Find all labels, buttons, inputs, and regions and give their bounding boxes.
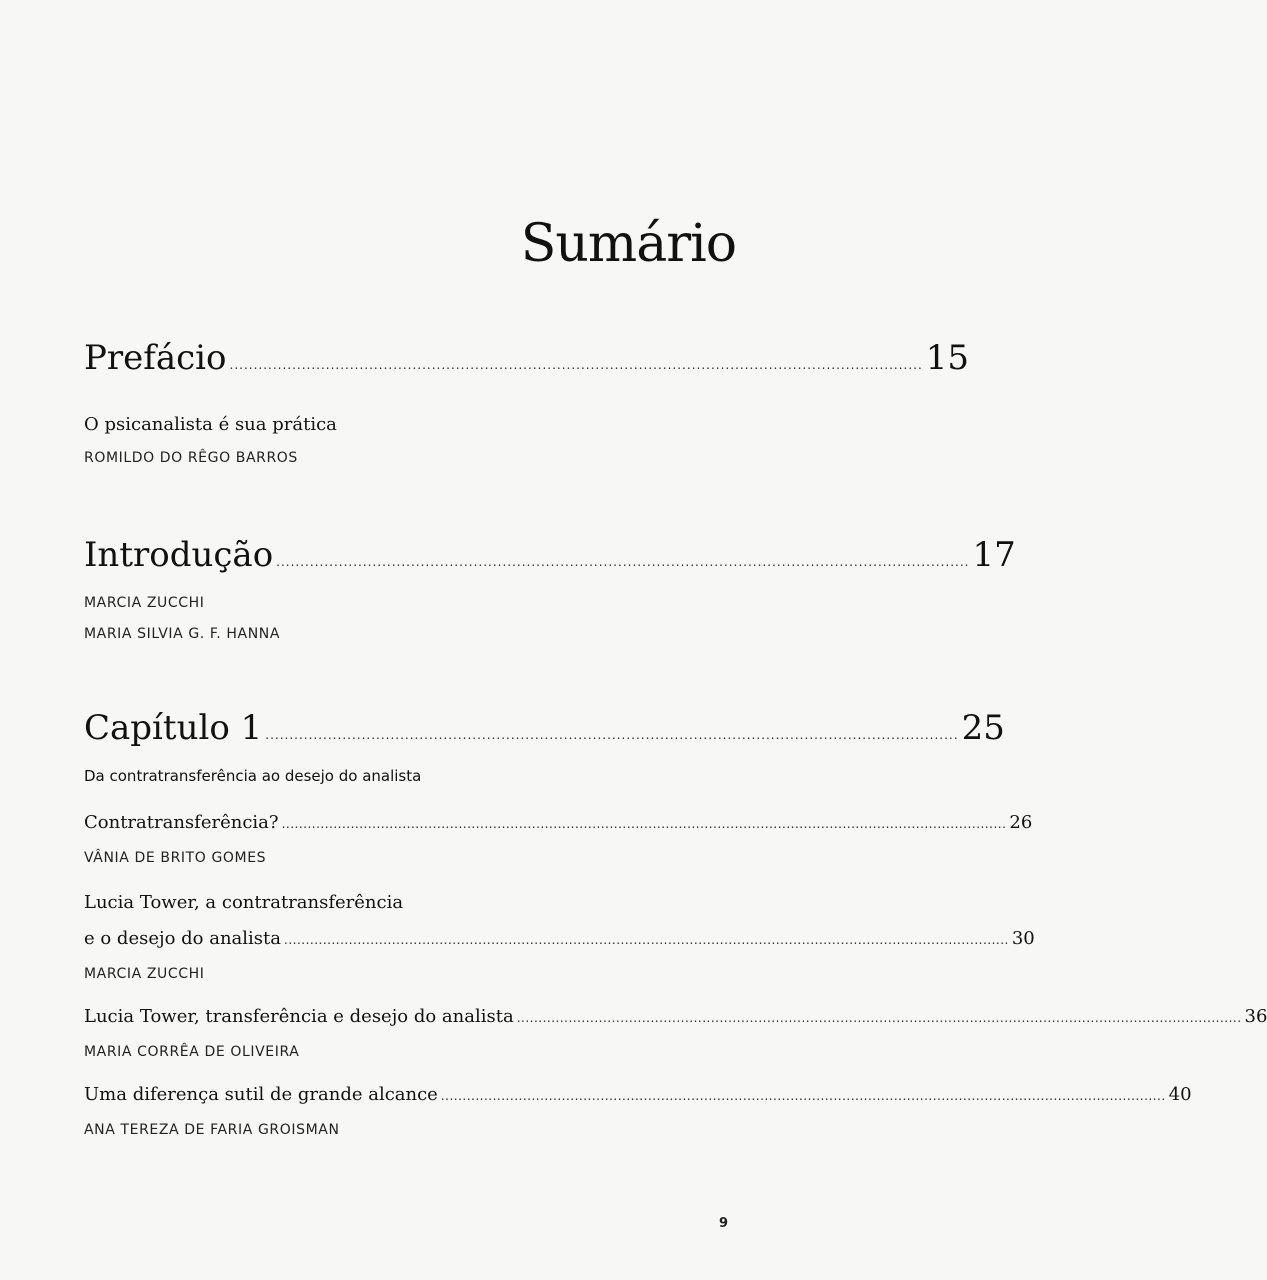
toc-entry-introducao[interactable] xyxy=(84,535,1016,575)
toc-entry-capitulo-1[interactable] xyxy=(84,708,1005,748)
entry-author: MARCIA ZUCCHI xyxy=(84,966,205,982)
page-number: 36 xyxy=(1244,1006,1267,1027)
dot-leader: ........................................................................................................................................................................ xyxy=(284,933,1009,947)
section-heading: Capítulo 1 xyxy=(84,708,263,748)
page-number: 40 xyxy=(1168,1084,1192,1105)
entry-author: VÂNIA DE BRITO GOMES xyxy=(84,850,267,866)
page-number: 25 xyxy=(961,708,1005,748)
entry-author: MARIA CORRÊA DE OLIVEIRA xyxy=(84,1044,300,1060)
toc-heading-line xyxy=(84,708,1005,748)
page-number: 15 xyxy=(925,338,970,378)
dot-leader: ................................................................................................................................................ xyxy=(229,358,923,372)
toc-line xyxy=(84,928,1035,949)
toc-entry[interactable] xyxy=(84,812,1033,833)
dot-leader: ................................................................................................................................................ xyxy=(265,728,959,742)
page-title: Sumário xyxy=(520,214,736,274)
entry-title: e o desejo do analista xyxy=(84,928,281,949)
dot-leader: ........................................................................................................................................................................ xyxy=(281,817,1007,831)
toc-entry[interactable] xyxy=(84,928,1035,949)
dot-leader: ................................................................................................................................................ xyxy=(276,555,970,569)
toc-line xyxy=(84,1006,1267,1027)
entry-title-line[interactable]: Lucia Tower, a contratransferência xyxy=(84,892,404,913)
toc-entry[interactable] xyxy=(84,1006,1267,1027)
toc-entry[interactable] xyxy=(84,1084,1192,1105)
page-number: 30 xyxy=(1011,928,1035,949)
section-heading: Prefácio xyxy=(84,338,227,378)
toc-heading-line xyxy=(84,338,970,378)
toc-entry-prefacio[interactable] xyxy=(84,338,970,378)
toc-heading-line xyxy=(84,535,1016,575)
page-number: 17 xyxy=(972,535,1016,575)
entry-title: Uma diferença sutil de grande alcance xyxy=(84,1084,438,1105)
entry-author: MARIA SILVIA G. F. HANNA xyxy=(84,626,281,642)
toc-line xyxy=(84,812,1033,833)
page-folio: 9 xyxy=(718,1216,728,1231)
entry-author: MARCIA ZUCCHI xyxy=(84,595,205,611)
section-heading: Introdução xyxy=(84,535,274,575)
entry-title: Contratransferência? xyxy=(84,812,279,833)
toc-line xyxy=(84,1084,1192,1105)
entry-subtitle: O psicanalista é sua prática xyxy=(84,414,337,435)
dot-leader: ........................................................................................................................................................................ xyxy=(440,1089,1166,1103)
entry-author: ROMILDO DO RÊGO BARROS xyxy=(84,450,298,466)
entry-title: Lucia Tower, transferência e desejo do analista xyxy=(84,1006,514,1027)
entry-author: ANA TEREZA DE FARIA GROISMAN xyxy=(84,1122,340,1138)
dot-leader: ........................................................................................................................................................................ xyxy=(516,1011,1242,1025)
chapter-subtitle: Da contratransferência ao desejo do analista xyxy=(84,767,422,785)
page-number: 26 xyxy=(1009,812,1033,833)
